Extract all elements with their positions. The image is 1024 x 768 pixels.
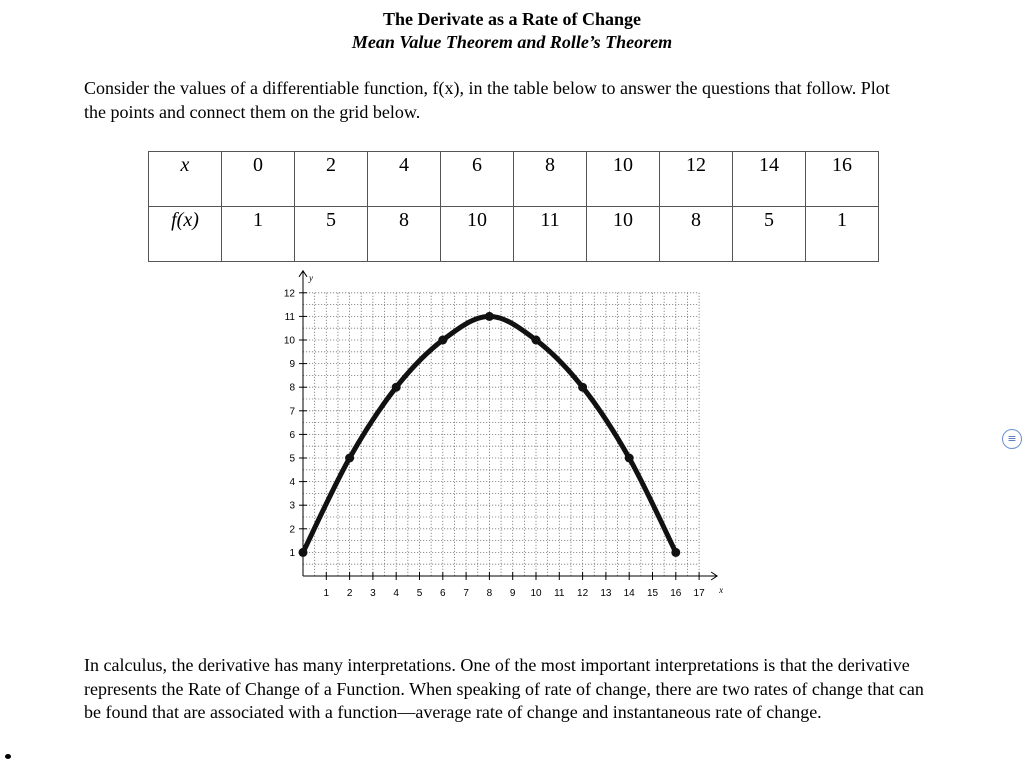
fx-cell: 1 [222,207,295,262]
data-point [625,454,634,463]
stray-mark [5,754,11,759]
page-title: The Derivate as a Rate of Change [383,9,641,29]
y-tick-label: 8 [289,382,295,394]
x-tick-label: 12 [577,588,589,599]
data-point [485,312,494,321]
x-cell: 10 [587,152,660,207]
x-tick-label: 8 [486,588,493,599]
x-label-cell: x [149,152,222,207]
fx-cell: 5 [295,207,368,262]
x-axis-label: x [719,585,724,595]
y-tick-label: 2 [289,524,295,536]
fx-cell: 10 [587,207,660,262]
x-cell: 12 [660,152,733,207]
x-tick-label: 5 [416,588,423,599]
function-graph [260,272,760,628]
x-tick-label: 11 [554,588,565,599]
x-row [149,152,879,207]
x-cell: 8 [514,152,587,207]
menu-lines-icon[interactable]: ≡ [1002,429,1022,449]
x-cell: 14 [733,152,806,207]
fx-cell: 8 [660,207,733,262]
y-tick-label: 6 [289,429,295,441]
data-point [671,548,680,557]
x-tick-label: 1 [323,588,330,599]
fx-cell: 11 [514,207,587,262]
x-cell: 4 [368,152,441,207]
y-tick-label: 4 [289,477,295,489]
y-tick-label: 9 [289,359,295,371]
y-tick-label: 1 [289,547,295,559]
x-cell: 0 [222,152,295,207]
y-tick-label: 7 [289,406,295,418]
outro-paragraph: In calculus, the derivative has many interpretations. One of the most important interpretations is that the derivative represents the Rate of Change of a Function. When speaking of rate of change, there are two rates of change that can be found that are associated with a function—average rate of change and instantaneous rate of change. [84,655,924,722]
x-tick-label: 9 [509,588,516,599]
data-point [345,454,354,463]
x-tick-label: 7 [463,588,469,599]
fx-cell: 10 [441,207,514,262]
x-tick-label: 14 [623,588,635,599]
page-subtitle: Mean Value Theorem and Rolle’s Theorem [351,32,673,52]
fx-cell: 8 [368,207,441,262]
y-tick-label: 10 [283,335,295,347]
data-point [438,336,447,345]
y-tick-label: 11 [284,311,295,323]
data-point [392,383,401,392]
x-cell: 2 [295,152,368,207]
y-axis-label: y [309,272,313,283]
x-cell: 6 [441,152,514,207]
x-tick-label: 4 [393,588,399,599]
y-tick-label: 5 [289,453,295,465]
values-table [148,151,879,262]
x-tick-label: 16 [670,588,682,599]
x-tick-label: 3 [370,588,376,599]
data-point [578,383,587,392]
fx-label-cell: f(x) [149,207,222,262]
intro-paragraph: Consider the values of a differentiable function, f(x), in the table below to answer the questions that follow. Plot the points and connect them on the grid below. [84,78,890,122]
x-tick-label: 2 [346,588,353,599]
fx-row [149,207,879,262]
y-tick-label: 12 [283,288,295,300]
x-tick-label: 15 [646,588,659,599]
data-point [299,548,308,557]
x-tick-label: 10 [530,588,542,599]
x-tick-label: 17 [693,588,705,599]
fx-cell: 1 [806,207,879,262]
x-tick-label: 13 [600,588,612,599]
x-tick-label: 6 [440,588,446,599]
fx-cell: 5 [733,207,806,262]
x-cell: 16 [806,152,879,207]
y-tick-label: 3 [289,500,295,512]
data-point [532,336,541,345]
